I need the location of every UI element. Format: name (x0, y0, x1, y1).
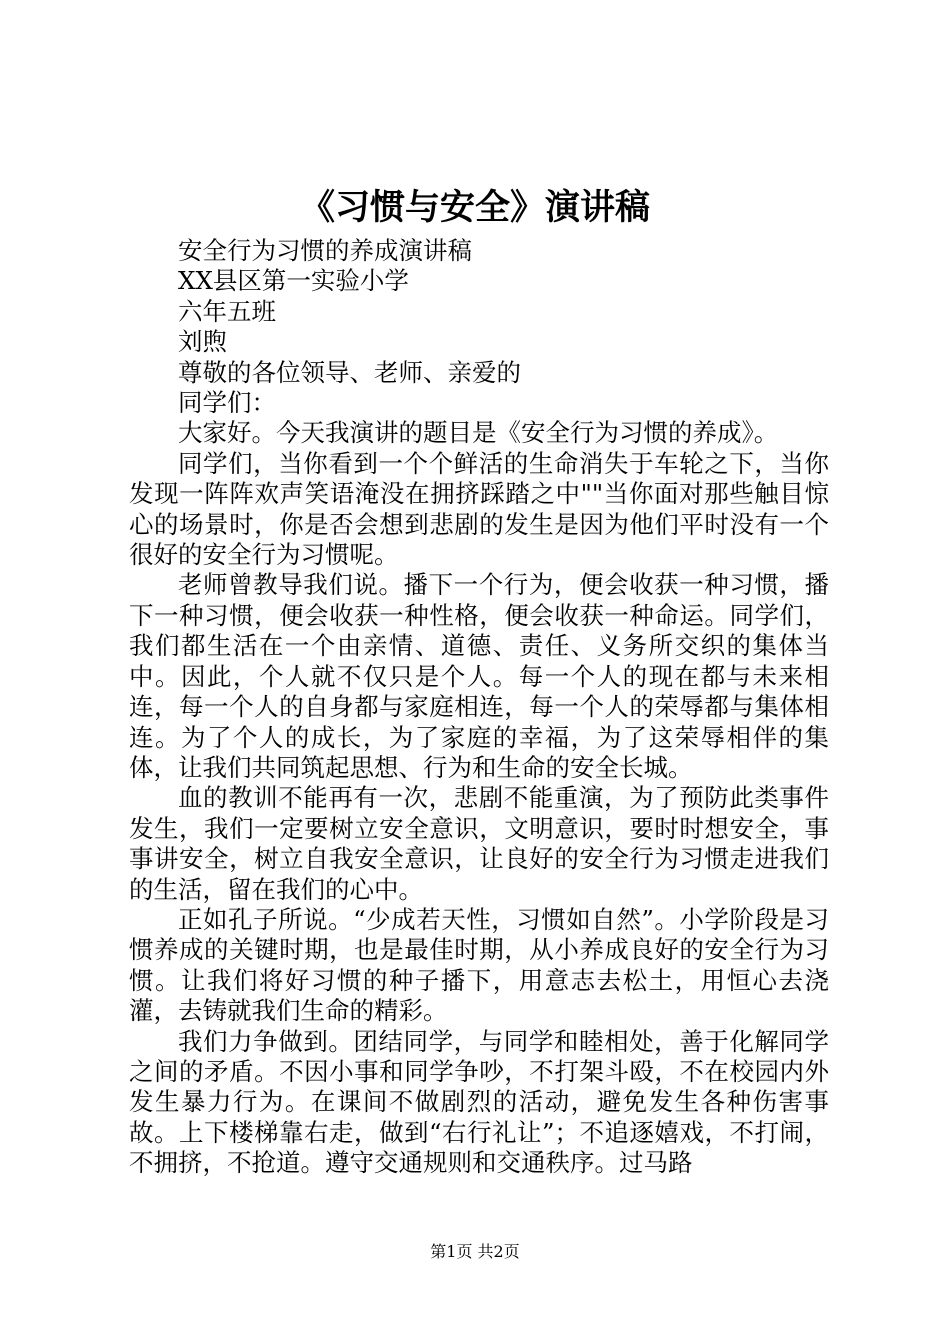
body-paragraph: 正如孔子所说。“少成若天性，习惯如自然”。小学阶段是习惯养成的关键时期，也是最佳时期，从小养成良好的安全行为习惯。让我们将好习惯的种子播下，用意志去松土，用恒心去浇灌，去铸就我们生命的精彩。 (129, 904, 829, 1026)
salutation-line: 同学们： (178, 388, 276, 418)
class-line: 六年五班 (178, 296, 276, 326)
body-paragraph: 我们力争做到。团结同学，与同学和睦相处，善于化解同学之间的矛盾。不因小事和同学争吵，不打架斗殴，不在校园内外发生暴力行为。在课间不做剧烈的活动，避免发生各种伤害事故。上下楼梯靠右走，做到“右行礼让”；不追逐嬉戏，不打闹，不拥挤，不抢道。遵守交通规则和交通秩序。过马路 (129, 1026, 829, 1178)
school-line: XX县区第一实验小学 (178, 266, 409, 296)
author-line: 刘煦 (178, 327, 227, 357)
body-paragraph: 老师曾教导我们说。播下一个行为，便会收获一种习惯，播下一种习惯，便会收获一种性格，便会收获一种命运。同学们，我们都生活在一个由亲情、道德、责任、义务所交织的集体当中。因此，个人就不仅只是个人。每一个人的现在都与未来相连，每一个人的自身都与家庭相连，每一个人的荣辱都与集体相连。为了个人的成长，为了家庭的幸福，为了这荣辱相伴的集体，让我们共同筑起思想、行为和生命的安全长城。 (129, 570, 829, 782)
body-paragraph: 大家好。今天我演讲的题目是《安全行为习惯的养成》。 (178, 418, 779, 448)
document-body (129, 236, 829, 1179)
document-title: 《习惯与安全》演讲稿 (299, 187, 650, 228)
page-number: 第1页 共2页 (430, 1242, 520, 1261)
salutation-line: 尊敬的各位领导、老师、亲爱的 (178, 357, 521, 387)
body-paragraph: 血的教训不能再有一次，悲剧不能重演，为了预防此类事件发生，我们一定要树立安全意识，文明意识，要时时想安全，事事讲安全，树立自我安全意识，让良好的安全行为习惯走进我们的生活，留在我们的心中。 (129, 783, 829, 904)
subtitle-line: 安全行为习惯的养成演讲稿 (178, 236, 472, 265)
body-paragraph: 同学们，当你看到一个个鲜活的生命消失于车轮之下，当你发现一阵阵欢声笑语淹没在拥挤踩踏之中""当你面对那些触目惊心的场景时，你是否会想到悲剧的发生是因为他们平时没有一个很好的安全行为习惯呢。 (129, 448, 829, 570)
